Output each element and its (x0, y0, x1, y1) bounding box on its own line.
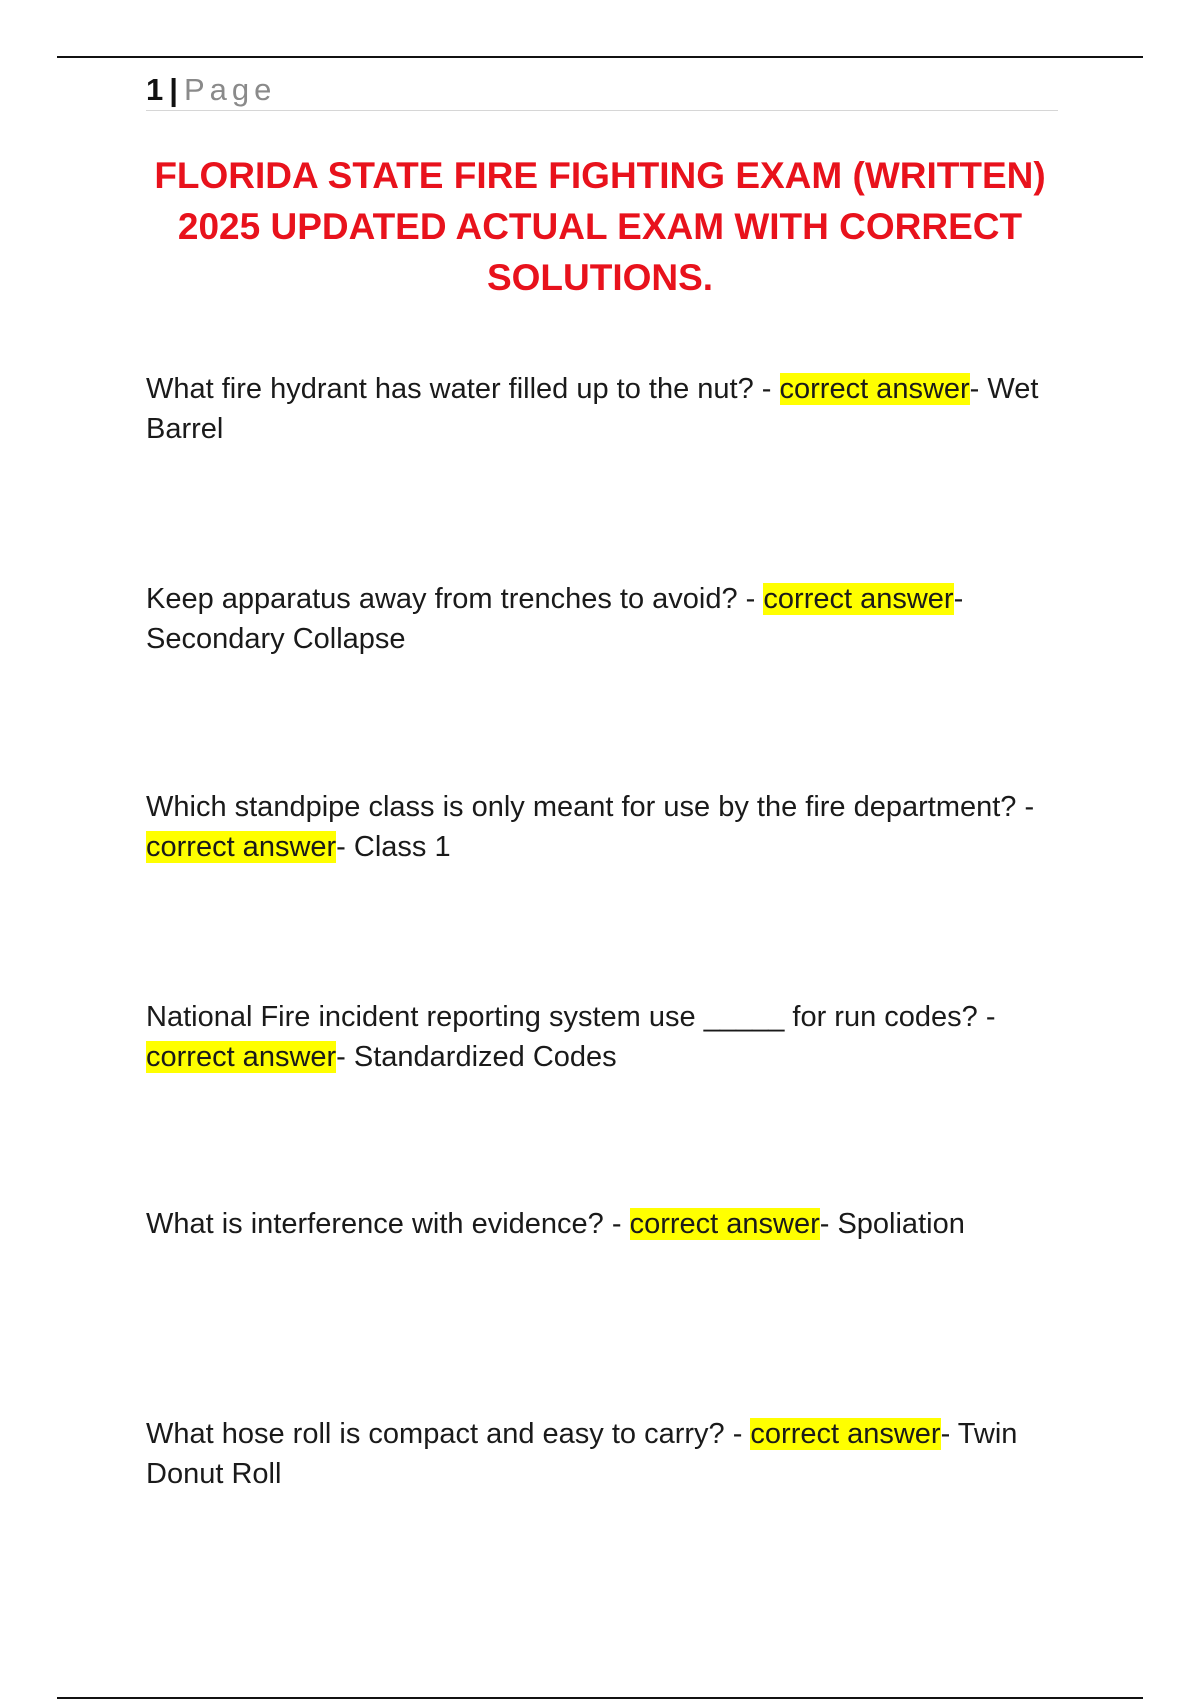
question-text: What is interference with evidence? - (146, 1208, 630, 1240)
qa-item-5 (146, 1204, 1076, 1244)
question-text: What fire hydrant has water filled up to the nut? - (146, 373, 780, 405)
answer-text: - Class 1 (336, 831, 451, 863)
question-text: Keep apparatus away from trenches to avoid? - (146, 583, 764, 615)
correct-answer-label: correct answer (750, 1418, 941, 1450)
page-header (146, 70, 1058, 111)
answer-text: - Secondary Collapse (146, 583, 964, 655)
top-page-rule (57, 56, 1143, 58)
answer-text: - Twin Donut Roll (146, 1418, 1018, 1490)
bottom-page-rule (57, 1697, 1143, 1699)
qa-item-4 (146, 997, 1076, 1077)
correct-answer-label: correct answer (146, 1041, 337, 1073)
correct-answer-label: correct answer (629, 1208, 820, 1240)
qa-item-6 (146, 1414, 1076, 1494)
question-text: National Fire incident reporting system use _____ for run codes? - (146, 1001, 996, 1033)
page-number: 1 (146, 72, 164, 107)
answer-text: - Spoliation (819, 1208, 965, 1240)
correct-answer-label: correct answer (146, 831, 337, 863)
document-title: FLORIDA STATE FIRE FIGHTING EXAM (WRITTEN) 2025 UPDATED ACTUAL EXAM WITH CORRECT SOLUTIONS. (154, 155, 1046, 298)
qa-item-3 (146, 787, 1076, 867)
page-label: Page (183, 72, 277, 107)
answer-text: - Wet Barrel (146, 373, 1039, 445)
question-text: What hose roll is compact and easy to carry? - (146, 1418, 751, 1450)
question-text: Which standpipe class is only meant for use by the fire department? - (146, 791, 1035, 823)
answer-text: - Standardized Codes (336, 1041, 617, 1073)
correct-answer-label: correct answer (763, 583, 954, 615)
qa-item-2 (146, 579, 1076, 659)
correct-answer-label: correct answer (779, 373, 970, 405)
page-separator: | (169, 72, 178, 107)
qa-item-1 (146, 369, 1076, 449)
